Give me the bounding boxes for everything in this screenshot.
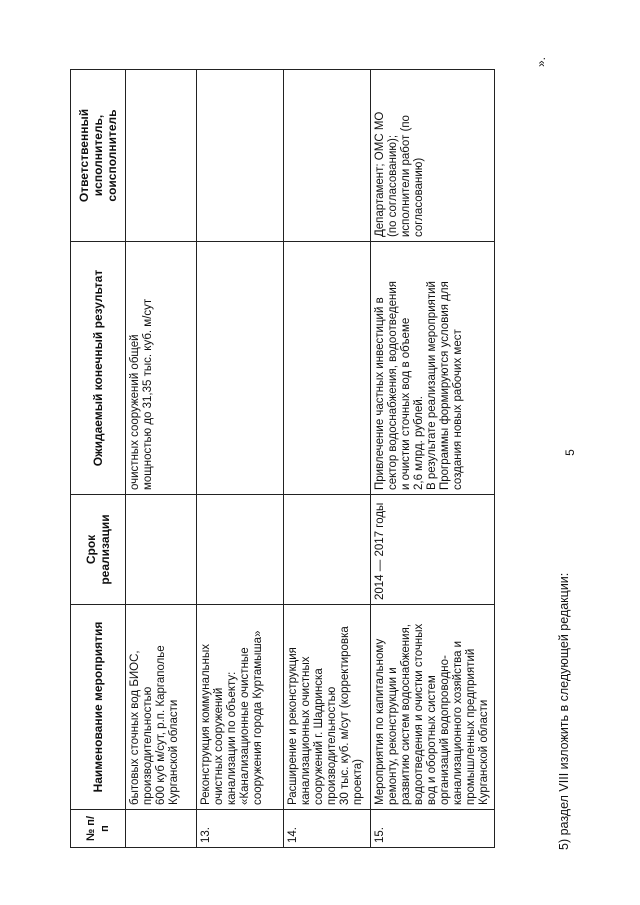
- expected-result: Привлечение частных инвестиций в сектор водоснабжения, водоотведения и очистки сточных вод в объеме 2,6 млрд. рублей. В результате реализации мероприятий Программы формируются условия для создания новых рабочих мест: [371, 242, 495, 495]
- expected-result: [197, 242, 284, 495]
- table-row: [197, 70, 284, 848]
- responsible-executor: [126, 70, 197, 242]
- measure-name: Расширение и реконструкция канализационных очистных сооружений г. Шадринска производительностью 30 тыс. куб. м/сут (корректировка проекта): [284, 605, 371, 810]
- measure-name: Мероприятия по капитальному ремонту, реконструкции и развитию систем водоснабжения, водоотведения и очистки сточных вод и оборотных систем организаций водопроводно- канализационного хозяйства и промышленных предприятий Курганской области: [371, 605, 495, 810]
- responsible-executor: [284, 70, 371, 242]
- header-name: Наименование мероприятия: [71, 605, 126, 810]
- table-header-row: [71, 70, 126, 848]
- header-responsible: Ответственный исполнитель, соисполнитель: [71, 70, 126, 242]
- amendment-note: 5) раздел VIII изложить в следующей редакции:: [557, 572, 571, 850]
- row-number: 13.: [197, 810, 284, 848]
- implementation-term: [284, 495, 371, 605]
- row-number: 15.: [371, 810, 495, 848]
- table-row: [371, 70, 495, 848]
- row-number: [126, 810, 197, 848]
- header-number: № п/п: [71, 810, 126, 848]
- header-term: Срок реализации: [71, 495, 126, 605]
- measures-table: [70, 69, 495, 848]
- closing-quote-mark: ».: [534, 56, 548, 67]
- measure-name: Реконструкция коммунальных очистных сооружений канализации по объекту: «Канализационные очистные сооружения города Куртамыша»: [197, 605, 284, 810]
- implementation-term: 2014 — 2017 годы: [371, 495, 495, 605]
- responsible-executor: [197, 70, 284, 242]
- table-row: [284, 70, 371, 848]
- row-number: 14.: [284, 810, 371, 848]
- responsible-executor: Департамент; ОМС МО (по согласованию); исполнители работ (по согласованию): [371, 70, 495, 242]
- page-number: 5: [563, 449, 577, 456]
- implementation-term: [126, 495, 197, 605]
- header-result: Ожидаемый конечный результат: [71, 242, 126, 495]
- implementation-term: [197, 495, 284, 605]
- measure-name: бытовых сточных вод БИОС, производительностью 600 куб м/сут, р.п. Каргаполье Курганской области: [126, 605, 197, 810]
- table-row: [126, 70, 197, 848]
- expected-result: очистных сооружений общей мощностью до 31,35 тыс. куб. м/сут: [126, 242, 197, 495]
- expected-result: [284, 242, 371, 495]
